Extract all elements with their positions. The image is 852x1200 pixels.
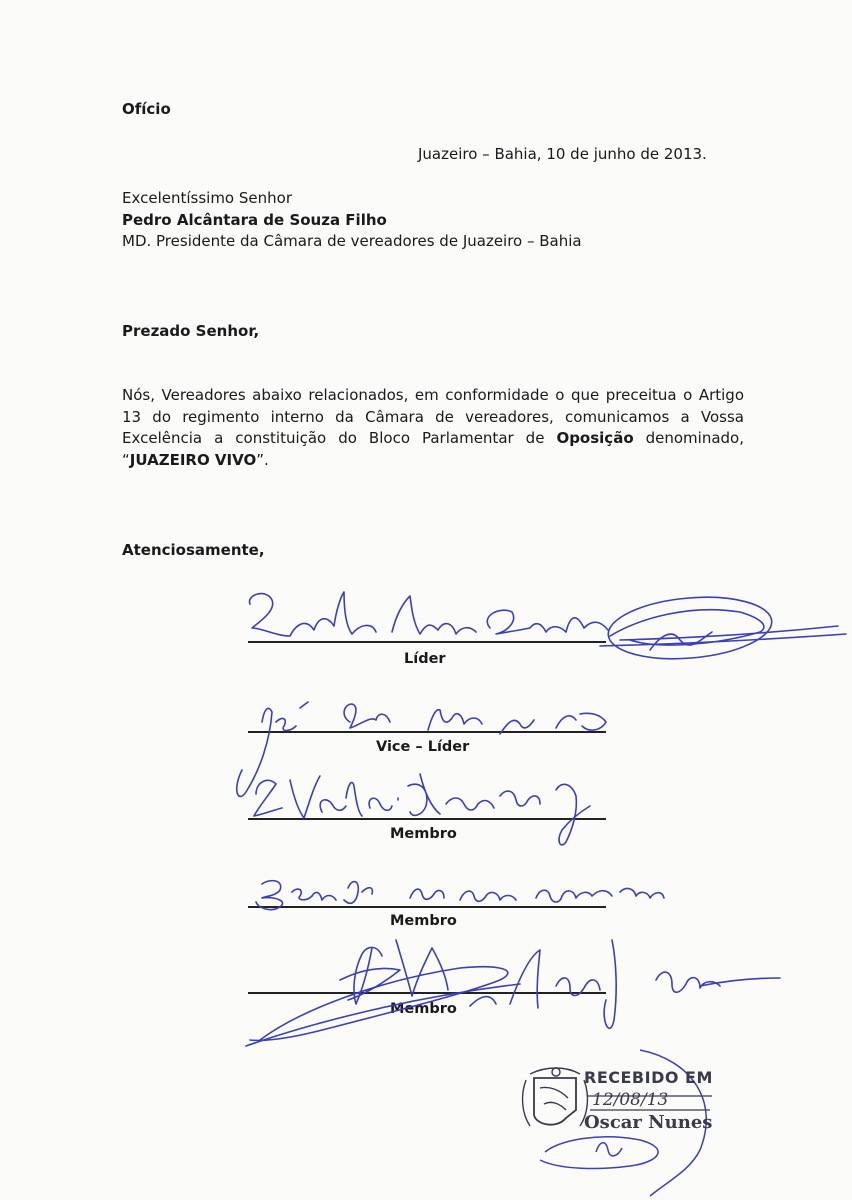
signature-line-2	[248, 731, 606, 733]
signature-role-5: Membro	[390, 1001, 457, 1017]
addressee-role: MD. Presidente da Câmara de vereadores de Juazeiro – Bahia	[122, 232, 582, 250]
signature-role-3: Membro	[390, 826, 457, 842]
greeting: Prezado Senhor,	[122, 322, 260, 340]
signature-line-5	[248, 992, 606, 994]
stamp-emblem	[523, 1068, 588, 1126]
body-bold-bloc-name: JUAZEIRO VIVO	[129, 450, 257, 469]
closing: Atenciosamente,	[122, 541, 265, 559]
signature-role-1: Líder	[404, 651, 446, 667]
signature-role-4: Membro	[390, 913, 457, 929]
addressee-name: Pedro Alcântara de Souza Filho	[122, 211, 387, 229]
body-paragraph	[122, 385, 744, 471]
date-line: Juazeiro – Bahia, 10 de junho de 2013.	[418, 145, 707, 163]
stamp-title: RECEBIDO EM	[584, 1068, 713, 1087]
signature-line-1	[248, 641, 606, 643]
signature-line-3	[248, 818, 606, 820]
addressee-honorific: Excelentíssimo Senhor	[122, 189, 292, 207]
signature-1-scribble	[249, 591, 846, 665]
stamp-name: Oscar Nunes	[584, 1112, 713, 1133]
body-text-2: denominado, “	[122, 429, 745, 469]
body-bold-opposition: Oposição	[556, 429, 634, 447]
body-text-3: ”.	[256, 450, 269, 469]
signature-role-2: Vice – Líder	[376, 739, 470, 755]
stamp-date: 12/08/13	[592, 1090, 669, 1110]
body-text-1: Nós, Vereadores abaixo relacionados, em conformidade o que preceitua o Artigo 13 do regimento interno da Câmara de vereadores, comunicamos a Vossa Excelência a constituição do Bloco Parlamentar de	[122, 386, 744, 447]
document-type-label: Ofício	[122, 100, 171, 118]
signature-line-4	[248, 906, 606, 908]
